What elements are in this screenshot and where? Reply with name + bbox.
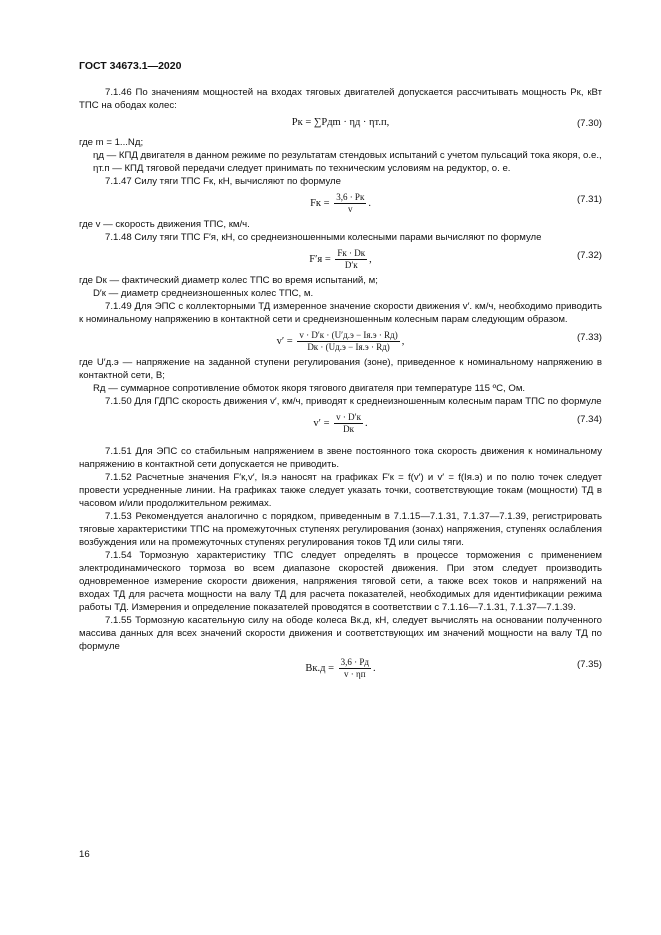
fraction [297,330,399,353]
paragraph-7-1-47: 7.1.47 Силу тяги ТПС Fк, кН, вычисляют по формуле [105,176,341,187]
paragraph-7-1-46: 7.1.46 По значениям мощностей на входах тяговых двигателей допускается рассчитывать мощность Pк, кВт ТПС на ободах колес: [79,87,602,111]
paragraph-7-1-49: 7.1.49 Для ЭПС с коллекторными ТД измеренное значение скорости движения v′. км/ч, необходимо приводить к номинальному напряжению в контактной сети и среднеизношенным колесным парам следующим образом. [79,301,602,325]
equation-number: (7.34) [576,414,602,425]
paragraph-7-1-55: 7.1.55 Тормозную касательную силу на ободе колеса Bк.д, кН, следует вычислять на основании полученного массива данных для всех значений скорости движения и соответствующих им значений мощности на валу ТД по формуле [79,615,602,652]
numerator: v · D′к [336,412,361,422]
page-number: 16 [79,849,90,860]
equation-number: (7.35) [576,659,602,670]
equation-number: (7.30) [576,118,602,129]
denominator: v · ηп [344,669,366,679]
paragraph-7-1-51: 7.1.51 Для ЭПС со стабильным напряжением в звене постоянного тока скорость движения к номинальному напряжению в контактной сети допускается не приводить. [79,446,602,470]
fraction [334,192,366,215]
paragraph-7-1-50: 7.1.50 Для ГДПС скорость движения v′, км/ч, приводят к среднеизношенным колесным парам ТПС по формуле [105,396,602,407]
formula-lhs: Bк.д = [305,662,335,674]
denominator: v [348,204,353,214]
denominator: D′к [344,260,358,270]
equation-7-33: v′ = $\frac{v \cdot D'к \cdot (U'д.э - Iя.э \cdot Rд)}{Dк \cdot (Uд.э - Iя.э \cdot Rд)}$ , (7.33) [276,330,602,352]
equation-7-31: Fк = $\frac{3,6 \cdot Pк}{v}$ . (7.31) [310,192,602,214]
equation-number: (7.33) [576,332,602,343]
formula-lhs: F′я = [309,253,331,265]
equation-7-32: F′я = $\frac{Fк \cdot Dк}{D'к}$ , (7.32) [309,248,602,270]
definition-dk: где Dк — фактический диаметр колес ТПС во время испытаний, м; [79,275,378,286]
paragraph-7-1-53: 7.1.53 Рекомендуется аналогично с порядком, приведенным в 7.1.15—7.1.31, 7.1.37—7.1.39, регистрировать тяговые характеристики ТПС на промежуточных ступенях регулирования (зонах) напряжения, ступенях ослабления возбуждения или на промежуточных ступенях регулирования токов ТД или силы тяги. [79,511,602,548]
definition-dk-prime: D′к — диаметр среднеизношенных колес ТПС, м. [93,288,314,299]
paragraph-7-1-54: 7.1.54 Тормозную характеристику ТПС следует определять в процессе торможения с применением электродинамического тормоза во всем диапазоне скоростей движения. При этом следует производить одновременное измерение скорости движения, напряжения тяговой сети, а также всех токов и напряжений на входах ТД для расчета мощности на валу ТД для расчета показателей, необходимых для идентификации режима работы ТД. Измерения и определение показателей проводятся в соответствии с 7.1.16—7.1.31, 7.1.37—7.1.39. [79,550,602,613]
fraction [335,248,367,271]
numerator: Fк · Dк [337,248,366,258]
formula-lhs: v′ = [313,417,330,429]
paragraph-7-1-52: 7.1.52 Расчетные значения F′к,v′, Iя.э наносят на графиках F′к = f(v′) и v′ = f(Iя.э) и по полю точек следует провести усредненные линии. На графиках также следует указать точки, соответствующие токам (мощности) ТД в часовом и/или продолжительном режимах. [79,472,602,509]
definition-r: Rд — суммарное сопротивление обмоток якоря тягового двигателя при температуре 115 ºС, Ом. [93,383,526,394]
formula: Pк = ∑Pдm · ηд · ηт.п, [291,117,390,128]
definition-eta-d: ηд — КПД двигателя в данном режиме по результатам стендовых испытаний с учетом пульсаций тока якоря, о.е., [93,150,602,161]
formula-lhs: Fк = [310,197,330,209]
numerator: v · D′к · (U′д.э − Iя.э · Rд) [299,330,398,340]
fraction [339,657,371,680]
definition-v: где v — скорость движения ТПС, км/ч. [79,219,250,230]
equation-number: (7.31) [576,194,602,205]
denominator: Dк · (Uд.э − Iя.э · Rд) [307,342,390,352]
definition-eta-tp: ηт.п — КПД тяговой передачи следует принимать по техническим условиям на редуктор, о. е. [93,163,511,174]
denominator: Dк [343,424,354,434]
fraction [334,412,363,435]
numerator: 3,6 · Pд [340,657,369,667]
definition-u: где U′д.э — напряжение на заданной ступени регулирования (зоне), приведенное к номинальному напряжению в контактной сети, В; [79,357,602,381]
paragraph-7-1-48: 7.1.48 Силу тяги ТПС F′я, кН, со среднеизношенными колесными парами вычисляют по формуле [105,232,542,243]
formula-lhs: v′ = [276,335,293,347]
equation-number: (7.32) [576,250,602,261]
equation-7-30 [79,112,602,136]
definition-m: где m = 1...Nд; [79,137,144,148]
numerator: 3,6 · Pк [336,192,365,202]
equation-7-34: v′ = $\frac{v \cdot D'к}{Dк}$ . (7.34) [313,412,602,434]
equation-7-35: Bк.д = $\frac{3,6 \cdot Pд}{v \cdot \eta п}$ . (7.35) [305,657,602,679]
document-header: ГОСТ 34673.1—2020 [79,60,182,72]
document-body [79,86,602,683]
